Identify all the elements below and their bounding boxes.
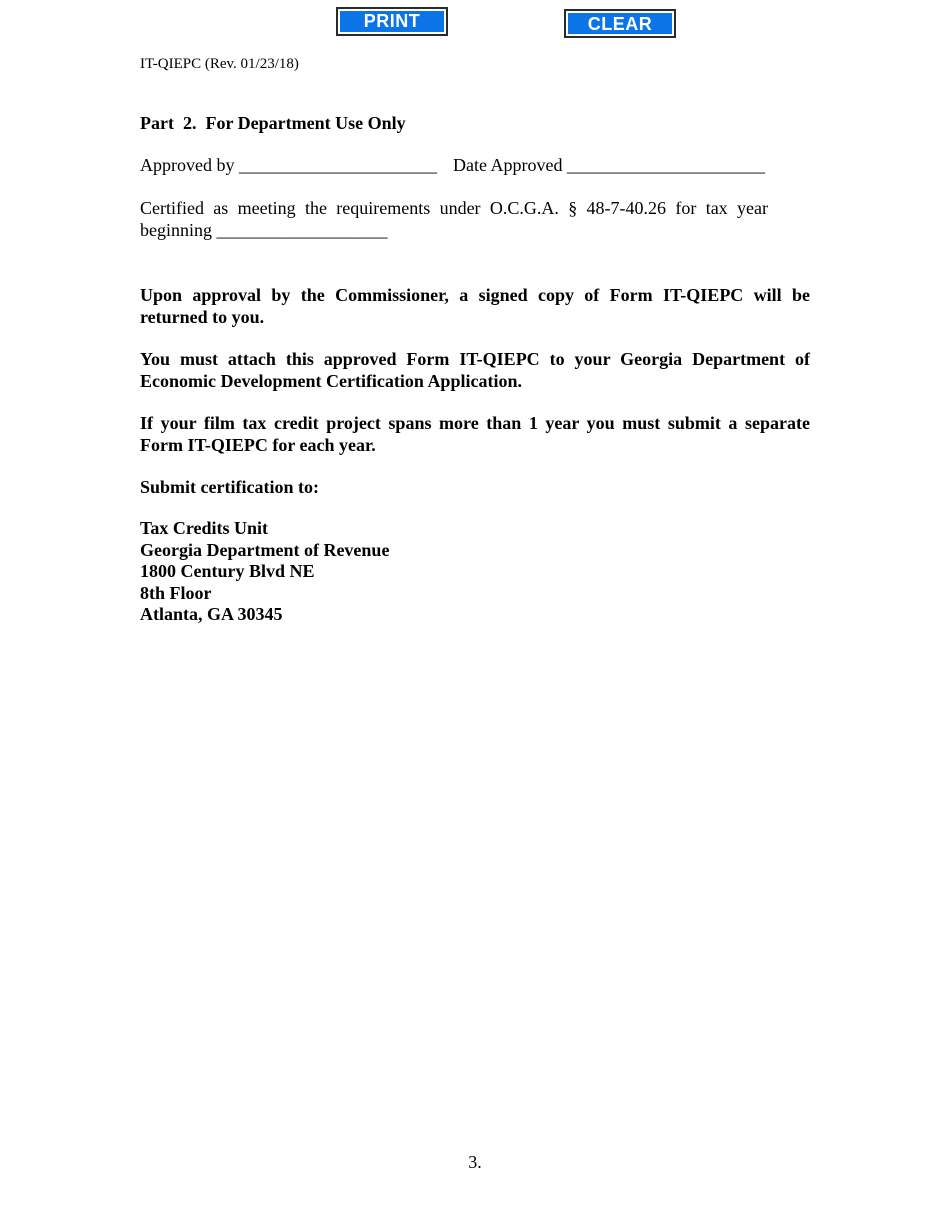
address-line-department: Georgia Department of Revenue [140, 539, 390, 560]
certification-text: Certified as meeting the requirements under O.C.G.A. § 48-7-40.26 for tax year beginning [140, 198, 768, 240]
address-line-floor: 8th Floor [140, 582, 212, 603]
date-approved-label: Date Approved [452, 155, 563, 175]
address-line-street: 1800 Century Blvd NE [140, 561, 315, 581]
part-title: Part 2. For Department Use Only [140, 113, 406, 133]
mailing-address [140, 518, 389, 626]
form-revision-id: IT-QIEPC (Rev. 01/23/18) [140, 56, 299, 72]
approval-fields-row [140, 155, 765, 176]
approval-notice: Upon approval by the Commissioner, a signed copy of Form IT-QIEPC will be returned to you. [140, 285, 810, 327]
approved-by-field[interactable]: ______________________ [238, 155, 437, 175]
tax-year-beginning-field[interactable]: ___________________ [216, 220, 388, 240]
approved-by-label: Approved by [140, 155, 235, 175]
page-number: 3. [468, 1152, 482, 1172]
date-approved-field[interactable]: ______________________ [566, 155, 765, 175]
attachment-notice: You must attach this approved Form IT-QIEPC to your Georgia Department of Economic Development Certification Application. [140, 349, 810, 391]
print-button[interactable]: PRINT [336, 7, 448, 36]
certification-statement [140, 197, 768, 241]
multi-year-notice: If your film tax credit project spans more than 1 year you must submit a separate Form IT-QIEPC for each year. [140, 413, 810, 455]
clear-button[interactable]: CLEAR [564, 9, 676, 38]
address-line-unit: Tax Credits Unit [140, 518, 269, 538]
submit-heading: Submit certification to: [140, 477, 319, 497]
address-line-city: Atlanta, GA 30345 [140, 604, 283, 624]
